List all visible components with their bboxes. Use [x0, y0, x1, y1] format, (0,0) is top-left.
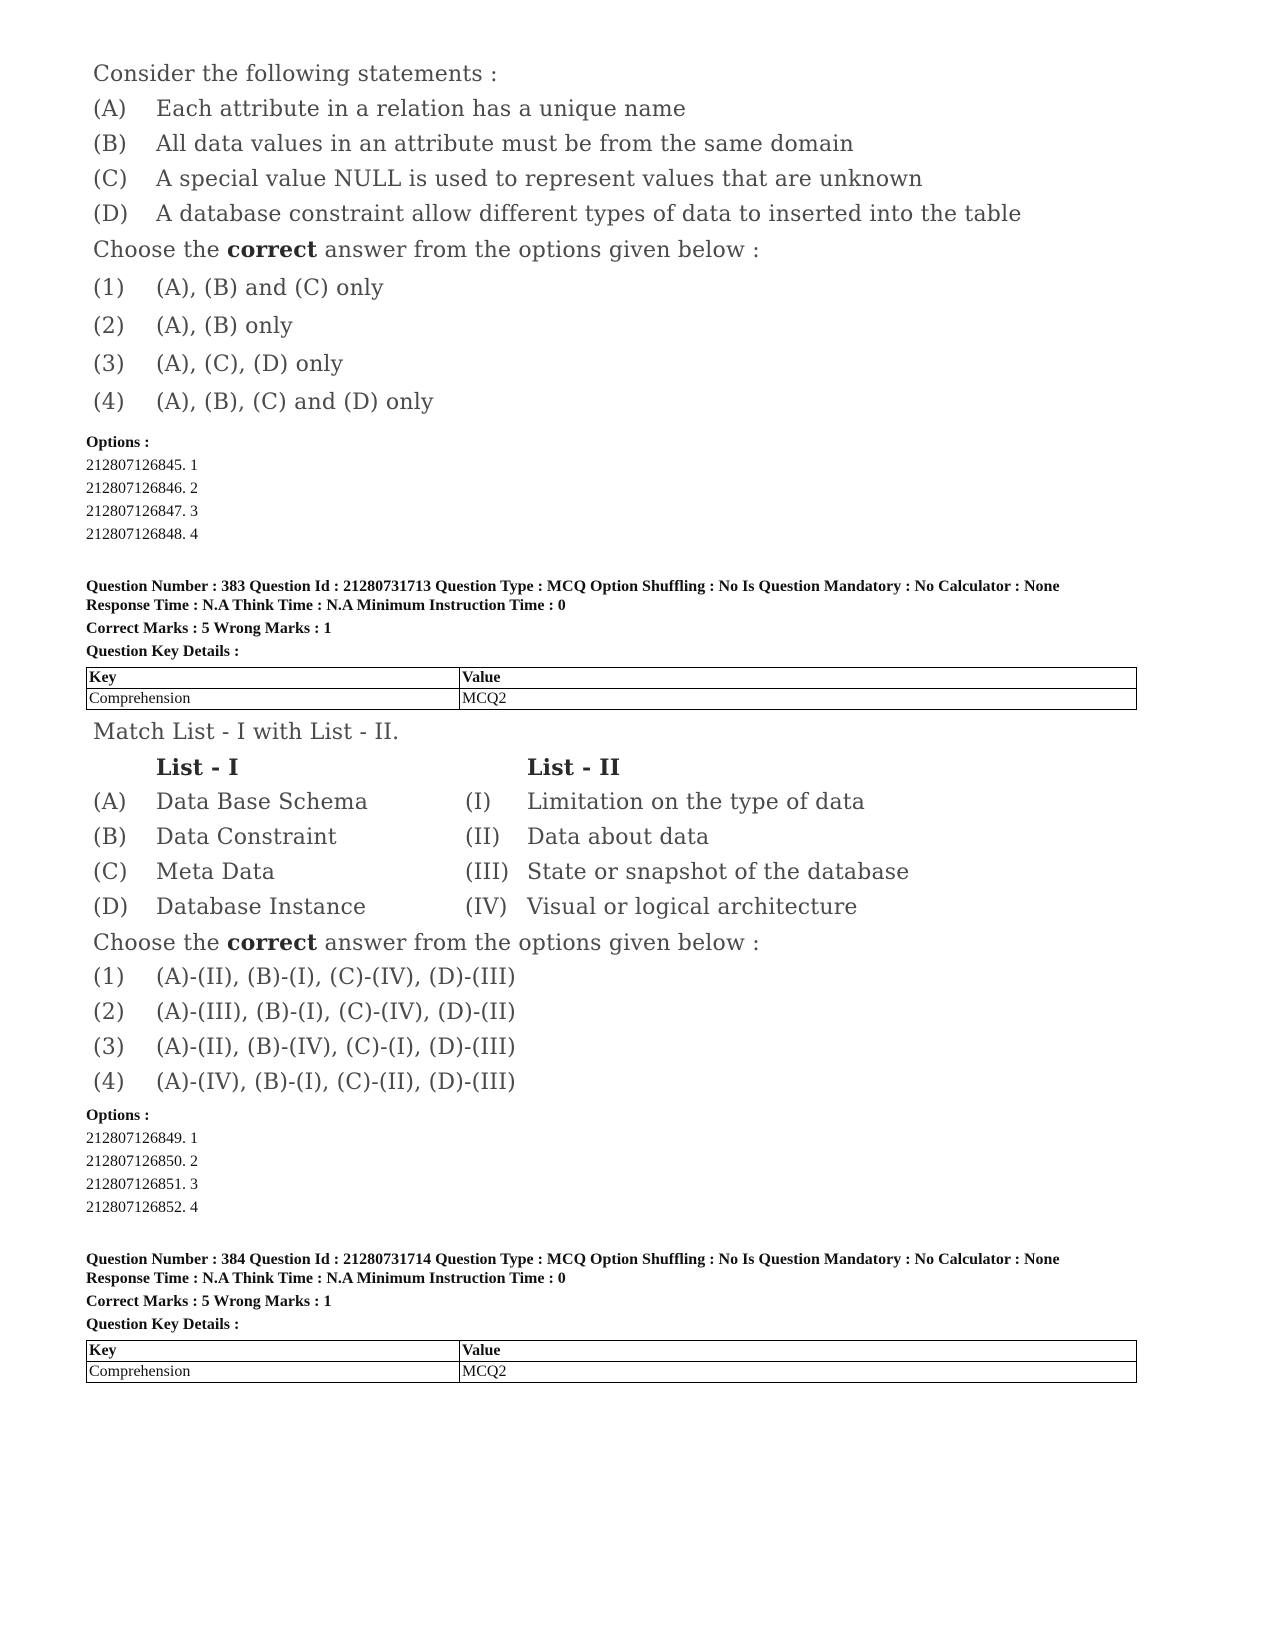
answer-label: (1) [93, 965, 125, 990]
q383-option-2: 212807126850. 2 [86, 1153, 198, 1170]
value-header: Value [460, 1341, 1137, 1362]
list1-text: Data Constraint [156, 825, 337, 850]
q382-option-3: 212807126847. 3 [86, 503, 198, 520]
list2-text: Limitation on the type of data [527, 790, 866, 815]
answer-label: (2) [93, 1000, 125, 1025]
list1-text: Database Instance [156, 895, 367, 920]
table-header-row [87, 668, 1137, 689]
statement-label: (C) [93, 167, 128, 192]
list1-text: Data Base Schema [156, 790, 369, 815]
table-header-row [87, 1341, 1137, 1362]
list1-label: (C) [93, 860, 128, 885]
answer-text: (A), (B) and (C) only [156, 276, 384, 301]
q384-marks: Correct Marks : 5 Wrong Marks : 1 [86, 1293, 332, 1310]
list2-text: State or snapshot of the database [527, 860, 910, 885]
value-cell: MCQ2 [460, 1362, 1137, 1383]
answer-text: (A)-(IV), (B)-(I), (C)-(II), (D)-(III) [156, 1070, 516, 1095]
list2-label: (II) [465, 825, 501, 850]
statement-text: All data values in an attribute must be from the same domain [156, 132, 854, 157]
answer-text: (A), (B), (C) and (D) only [156, 390, 434, 415]
list1-label: (A) [93, 790, 127, 815]
answer-label: (3) [93, 352, 125, 377]
answer-text: (A), (B) only [156, 314, 293, 339]
q384-key-details-label: Question Key Details : [86, 1316, 240, 1333]
statement-label: (A) [93, 97, 127, 122]
list1-text: Meta Data [156, 860, 276, 885]
q383-option-4: 212807126852. 4 [86, 1199, 198, 1216]
q384-header-line-1: Question Number : 384 Question Id : 21280731714 Question Type : MCQ Option Shuffling : No Is Question Mandatory : No Calculator : None [86, 1251, 1060, 1268]
key-cell: Comprehension [87, 689, 460, 710]
answer-label: (3) [93, 1035, 125, 1060]
key-header: Key [87, 1341, 460, 1362]
question-383-image [93, 718, 993, 1098]
list2-label: (III) [465, 860, 510, 885]
q383-option-3: 212807126851. 3 [86, 1176, 198, 1193]
statement-label: (D) [93, 202, 129, 227]
q383-header-line-2: Response Time : N.A Think Time : N.A Minimum Instruction Time : 0 [86, 597, 566, 614]
answer-text: (A), (C), (D) only [156, 352, 344, 377]
key-cell: Comprehension [87, 1362, 460, 1383]
q382-choose-instruction: Choose the correct answer from the options given below : [93, 237, 760, 263]
answer-text: (A)-(II), (B)-(IV), (C)-(I), (D)-(III) [156, 1035, 516, 1060]
question-382-image [93, 60, 1022, 420]
table-row [87, 689, 1137, 710]
statement-text: Each attribute in a relation has a unique name [156, 97, 687, 122]
value-header: Value [460, 668, 1137, 689]
q383-list1-title: List - I [156, 755, 239, 781]
statement-label: (B) [93, 132, 127, 157]
list2-label: (IV) [465, 895, 508, 920]
value-cell: MCQ2 [460, 689, 1137, 710]
list2-label: (I) [465, 790, 492, 815]
q382-option-2: 212807126846. 2 [86, 480, 198, 497]
q383-option-1: 212807126849. 1 [86, 1130, 198, 1147]
answer-text: (A)-(II), (B)-(I), (C)-(IV), (D)-(III) [156, 965, 516, 990]
q383-intro: Match List - I with List - II. [93, 720, 400, 745]
list2-text: Visual or logical architecture [527, 895, 858, 920]
statement-text: A database constraint allow different types of data to inserted into the table [156, 202, 1022, 227]
q382-intro: Consider the following statements : [93, 62, 498, 87]
q383-list2-title: List - II [527, 755, 621, 781]
q382-option-4: 212807126848. 4 [86, 526, 198, 543]
list1-label: (B) [93, 825, 127, 850]
key-header: Key [87, 668, 460, 689]
answer-label: (4) [93, 390, 125, 415]
answer-label: (1) [93, 276, 125, 301]
q382-options-label: Options : [86, 434, 150, 451]
list1-label: (D) [93, 895, 129, 920]
q383-key-table [86, 667, 1137, 710]
answer-label: (2) [93, 314, 125, 339]
q384-header-line-2: Response Time : N.A Think Time : N.A Minimum Instruction Time : 0 [86, 1270, 566, 1287]
statement-text: A special value NULL is used to represent values that are unknown [156, 167, 923, 192]
answer-label: (4) [93, 1070, 125, 1095]
q383-marks: Correct Marks : 5 Wrong Marks : 1 [86, 620, 332, 637]
q384-key-table [86, 1340, 1137, 1383]
q383-key-details-label: Question Key Details : [86, 643, 240, 660]
q382-option-1: 212807126845. 1 [86, 457, 198, 474]
answer-text: (A)-(III), (B)-(I), (C)-(IV), (D)-(II) [156, 1000, 516, 1025]
table-row [87, 1362, 1137, 1383]
q383-options-label: Options : [86, 1107, 150, 1124]
q383-choose-instruction: Choose the correct answer from the options given below : [93, 930, 760, 956]
q383-header-line-1: Question Number : 383 Question Id : 21280731713 Question Type : MCQ Option Shuffling : No Is Question Mandatory : No Calculator : None [86, 578, 1060, 595]
list2-text: Data about data [527, 825, 710, 850]
